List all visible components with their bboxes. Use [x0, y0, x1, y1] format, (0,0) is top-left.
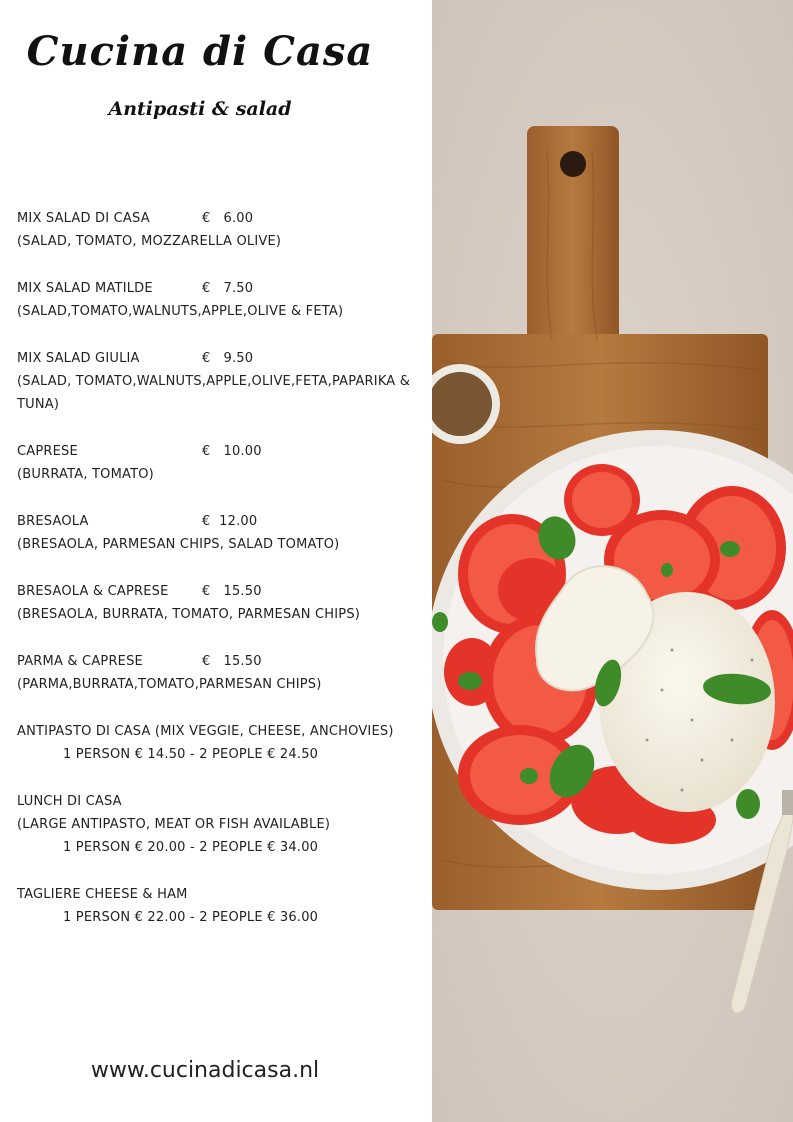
website-link[interactable]: www.cucinadicasa.nl: [90, 1058, 320, 1083]
menu-item-price: € 9.50: [202, 351, 254, 366]
menu-item-desc: (BURRATA, TOMATO): [17, 467, 154, 482]
menu-item-desc: (SALAD,TOMATO,WALNUTS,APPLE,OLIVE & FETA): [17, 304, 344, 319]
menu-item-desc: (BRESAOLA, PARMESAN CHIPS, SALAD TOMATO): [17, 537, 340, 552]
menu-item-price: € 6.00: [202, 211, 254, 226]
menu-item-name: MIX SALAD MATILDE: [17, 281, 153, 296]
menu-item-desc: (PARMA,BURRATA,TOMATO,PARMESAN CHIPS): [17, 677, 322, 692]
menu-item-desc: (SALAD, TOMATO, MOZZARELLA OLIVE): [17, 234, 282, 249]
menu-item-name: PARMA & CAPRESE: [17, 654, 143, 669]
menu-item-name: CAPRESE: [17, 444, 78, 459]
menu-item-name: LUNCH DI CASA: [17, 794, 122, 809]
board-hole: [560, 151, 586, 177]
food-photo: [432, 0, 793, 1122]
page-title: Cucina di Casa: [26, 28, 374, 75]
menu-item-price: € 7.50: [202, 281, 254, 296]
menu-item-price: € 12.00: [202, 514, 258, 529]
food-illustration: [432, 0, 793, 1122]
menu-item-name: MIX SALAD GIULIA: [17, 351, 140, 366]
menu-item-price: € 15.50: [202, 584, 262, 599]
menu-item-price: € 10.00: [202, 444, 262, 459]
menu-item-price: 1 PERSON € 14.50 - 2 PEOPLE € 24.50: [63, 747, 319, 762]
menu-item-name: TAGLIERE CHEESE & HAM: [17, 887, 188, 902]
menu-item-name: BRESAOLA & CAPRESE: [17, 584, 169, 599]
page-subtitle: Antipasti & salad: [108, 98, 292, 120]
menu-item-name: ANTIPASTO DI CASA (MIX VEGGIE, CHEESE, ANCHOVIES): [17, 724, 394, 739]
menu-item-desc: (SALAD, TOMATO,WALNUTS,APPLE,OLIVE,FETA,PAPARIKA & TUNA): [17, 374, 411, 412]
menu-item-desc: (BRESAOLA, BURRATA, TOMATO, PARMESAN CHIPS): [17, 607, 361, 622]
menu-item-price: 1 PERSON € 20.00 - 2 PEOPLE € 34.00: [63, 840, 319, 855]
menu-item-price: € 15.50: [202, 654, 262, 669]
menu-item-name: BRESAOLA: [17, 514, 89, 529]
menu-item-price: 1 PERSON € 22.00 - 2 PEOPLE € 36.00: [63, 910, 319, 925]
menu-item-desc: (LARGE ANTIPASTO, MEAT OR FISH AVAILABLE): [17, 817, 331, 832]
menu-item-name: MIX SALAD DI CASA: [17, 211, 150, 226]
